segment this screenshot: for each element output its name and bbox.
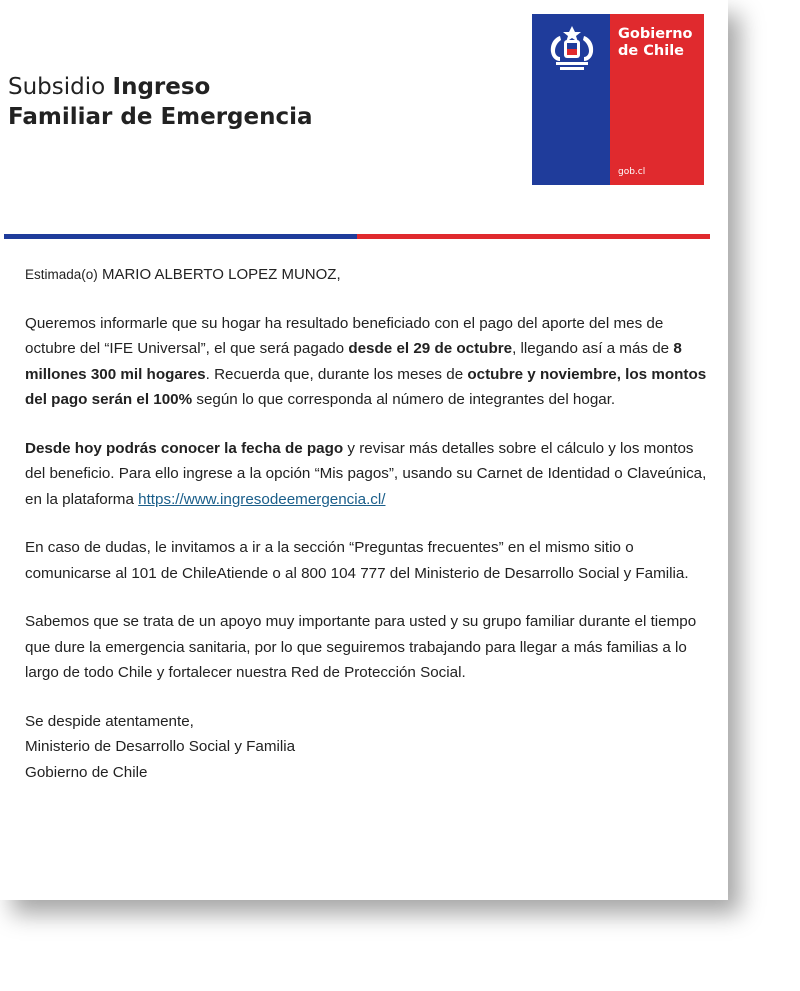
title-bold-1: Ingreso <box>112 74 211 100</box>
paragraph-1: Queremos informarle que su hogar ha resultado beneficiado con el pago del aporte del mes de octubre del “IFE Universal”, el que será pagado desde el 29 de octubre, llegando así a más de 8 millones 300 mil hogares. Recuerda que, durante los meses de octubre y noviembre, los montos del pago serán el 100% según lo que corresponda al número de integrantes del hogar. <box>25 314 707 408</box>
logo-brand: Gobierno de Chile <box>618 26 693 59</box>
logo-red-panel <box>610 14 704 185</box>
coat-of-arms-icon <box>542 22 602 74</box>
signature-block: Se despide atentamente, Ministerio de Desarrollo Social y Familia Gobierno de Chile <box>25 712 296 781</box>
title-prefix: Subsidio <box>8 74 106 100</box>
paragraph-3: En caso de dudas, le invitamos a ir a la sección “Preguntas frecuentes” en el mismo sitio o comunicarse al 101 de ChileAtiende o al 800 104 777 del Ministerio de Desarrollo Social y Familia. <box>25 539 689 582</box>
page-title <box>8 72 313 132</box>
paragraph-4: Sabemos que se trata de un apoyo muy importante para usted y su grupo familiar durante el tiempo que dure la emergencia sanitaria, por lo que seguiremos trabajando para llegar a más familias a lo largo de todo Chile y fortalecer nuestra Red de Protección Social. <box>25 613 697 681</box>
logo-url: gob.cl <box>618 167 646 177</box>
letter-body <box>25 262 715 785</box>
salutation: Estimada(o) MARIO ALBERTO LOPEZ MUNOZ, <box>25 266 341 283</box>
paragraph-2: Desde hoy podrás conocer la fecha de pago y revisar más detalles sobre el cálculo y los montos del beneficio. Para ello ingrese a la opción “Mis pagos”, usando su Carnet de Identidad o Claveúnica, en la plataforma https://www.ingresodeemergencia.cl/ <box>25 439 707 508</box>
ife-platform-link[interactable]: https://www.ingresodeemergencia.cl/ <box>138 490 386 508</box>
title-bold-2: Familiar de Emergencia <box>8 104 313 130</box>
recipient-name: MARIO ALBERTO LOPEZ MUNOZ, <box>101 266 341 283</box>
gobierno-logo <box>532 14 704 185</box>
logo-blue-panel <box>532 14 610 185</box>
header-divider <box>4 234 710 239</box>
